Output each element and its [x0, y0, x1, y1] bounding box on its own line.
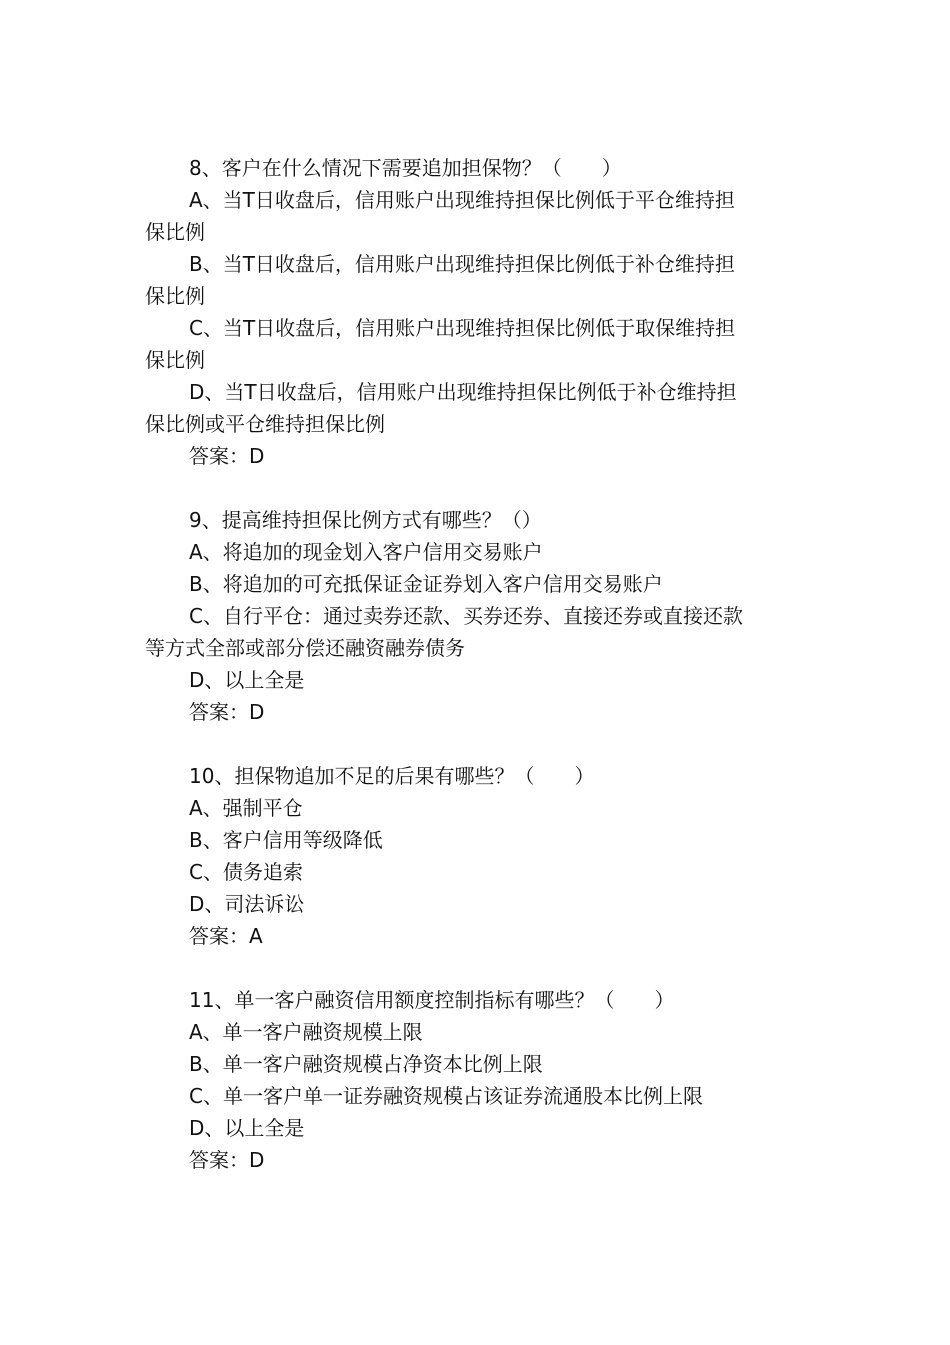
- option-text-continued: 保比例: [145, 220, 205, 244]
- answer: 答案：D: [189, 444, 265, 468]
- option-a: A、将追加的现金划入客户信用交易账户: [189, 540, 543, 564]
- option-c: C、债务追索: [189, 860, 303, 884]
- option-a: [145, 184, 775, 248]
- question-stem: 11、单一客户融资信用额度控制指标有哪些？（ ）: [189, 988, 675, 1012]
- option-a: A、单一客户融资规模上限: [189, 1020, 423, 1044]
- option-text-continued: 等方式全部或部分偿还融资融券债务: [145, 636, 465, 660]
- option-text-continued: 保比例: [145, 348, 205, 372]
- option-text: B、当T日收盘后，信用账户出现维持担保比例低于补仓维持担: [189, 252, 735, 276]
- question-stem: 8、客户在什么情况下需要追加担保物？（ ）: [189, 156, 622, 180]
- question-9: [145, 504, 775, 728]
- question-10: [145, 760, 775, 952]
- option-b: B、客户信用等级降低: [189, 828, 383, 852]
- option-text-continued: 保比例: [145, 284, 205, 308]
- option-b: [145, 248, 775, 312]
- answer: 答案：D: [189, 1148, 265, 1172]
- question-8: [145, 152, 775, 472]
- option-b: B、将追加的可充抵保证金证券划入客户信用交易账户: [189, 572, 663, 596]
- option-text: C、自行平仓：通过卖券还款、买券还券、直接还券或直接还款: [189, 604, 743, 628]
- question-11: [145, 984, 775, 1176]
- question-stem: 10、担保物追加不足的后果有哪些？（ ）: [189, 764, 595, 788]
- option-d: D、以上全是: [189, 668, 305, 692]
- option-c: C、单一客户单一证券融资规模占该证券流通股本比例上限: [189, 1084, 703, 1108]
- answer: 答案：D: [189, 700, 265, 724]
- option-text: A、当T日收盘后，信用账户出现维持担保比例低于平仓维持担: [189, 188, 735, 212]
- option-d: [145, 376, 775, 440]
- option-a: A、强制平仓: [189, 796, 303, 820]
- answer: 答案：A: [189, 924, 263, 948]
- option-text: C、当T日收盘后，信用账户出现维持担保比例低于取保维持担: [189, 316, 736, 340]
- option-c: [145, 600, 775, 664]
- option-text: D、当T日收盘后，信用账户出现维持担保比例低于补仓维持担: [189, 380, 737, 404]
- document-body: [145, 152, 775, 1208]
- option-b: B、单一客户融资规模占净资本比例上限: [189, 1052, 543, 1076]
- option-text-continued: 保比例或平仓维持担保比例: [145, 412, 385, 436]
- option-d: D、以上全是: [189, 1116, 305, 1140]
- option-c: [145, 312, 775, 376]
- question-stem: 9、提高维持担保比例方式有哪些？（）: [189, 508, 542, 532]
- option-d: D、司法诉讼: [189, 892, 305, 916]
